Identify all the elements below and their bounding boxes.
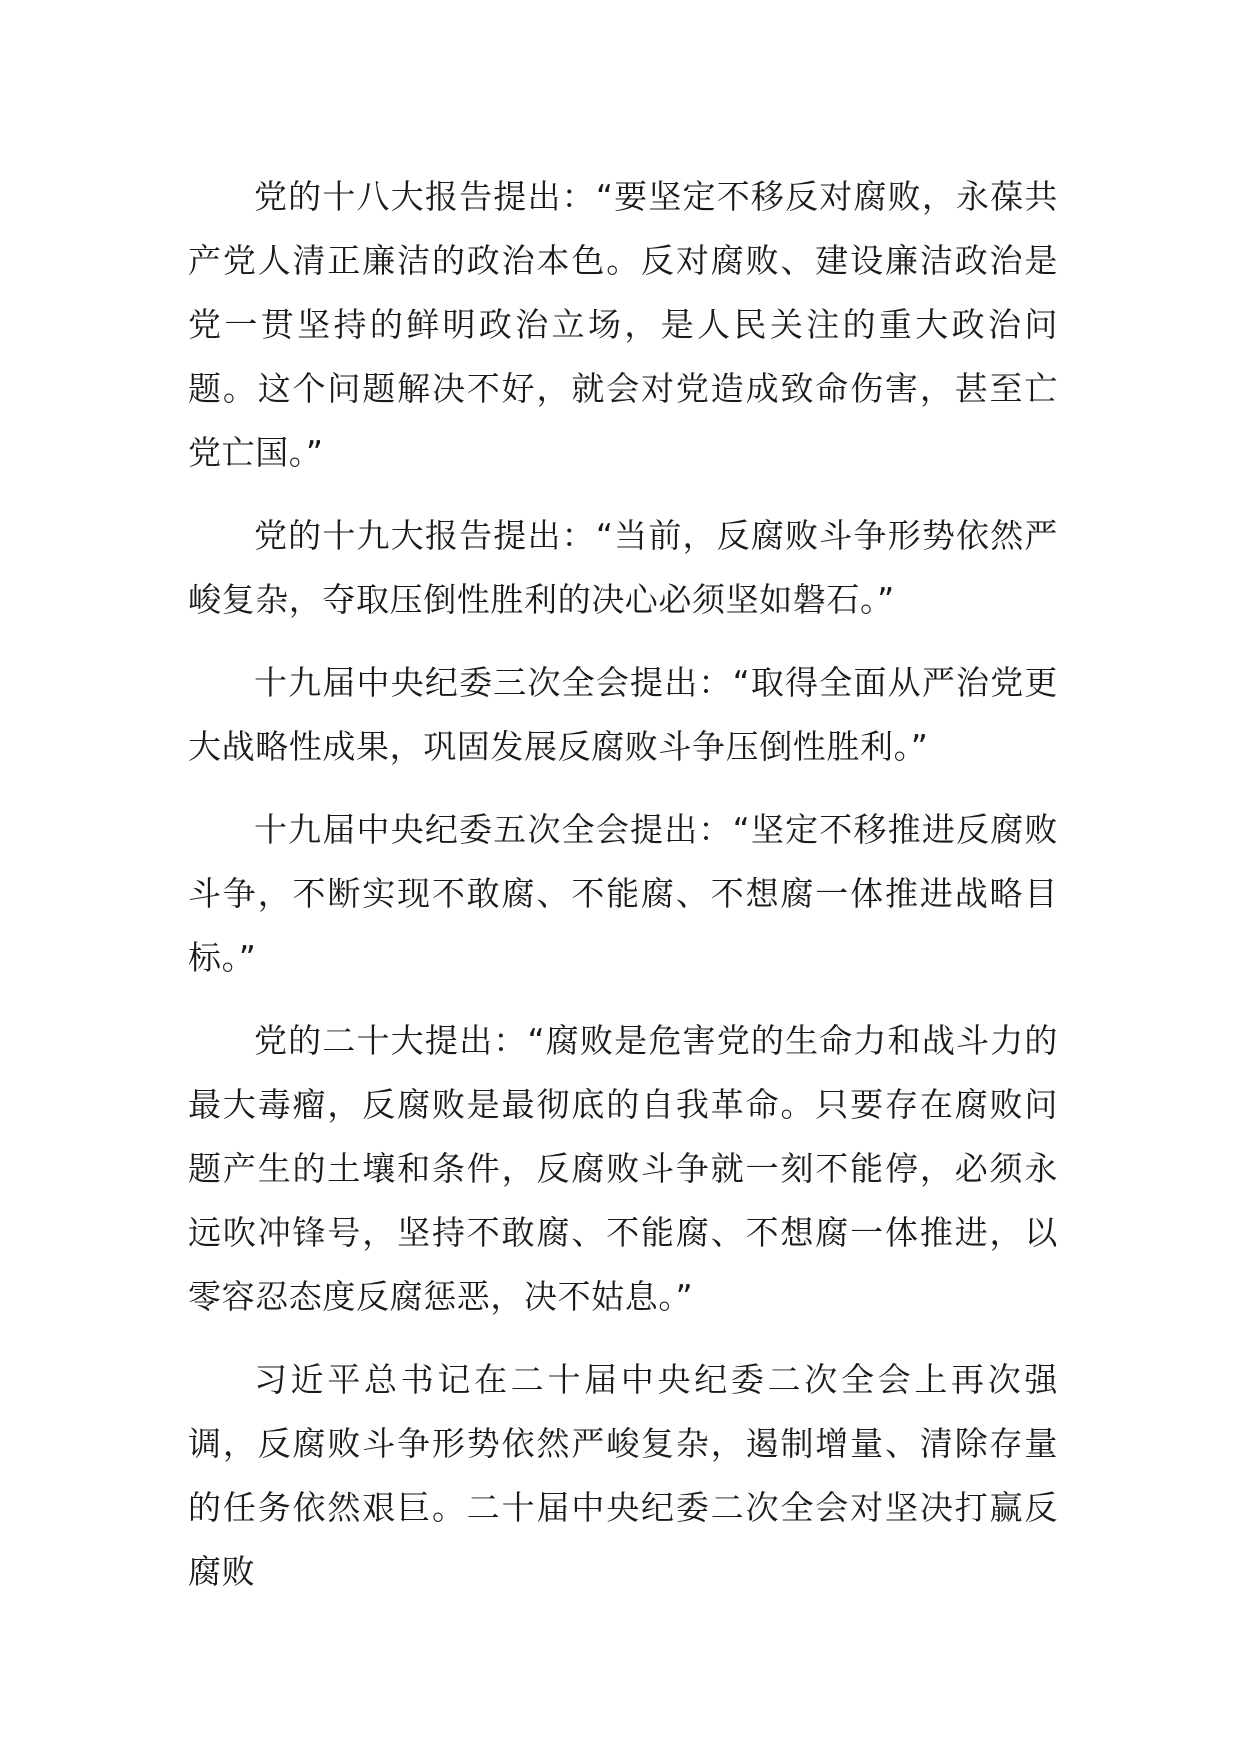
paragraph-19th-ccdi-5th-plenary: 十九届中央纪委五次全会提出：“坚定不移推进反腐败斗争，不断实现不敢腐、不能腐、不想腐一体推进战略目标。” <box>188 810 1058 977</box>
paragraph-19th-congress: 党的十九大报告提出：“当前，反腐败斗争形势依然严峻复杂，夺取压倒性胜利的决心必须坚如磐石。” <box>188 516 1058 619</box>
paragraph-19th-ccdi-3rd-plenary: 十九届中央纪委三次全会提出：“取得全面从严治党更大战略性成果，巩固发展反腐败斗争压倒性胜利。” <box>188 663 1058 766</box>
paragraph-20th-ccdi-2nd-plenary: 习近平总书记在二十届中央纪委二次全会上再次强调，反腐败斗争形势依然严峻复杂，遏制增量、清除存量的任务依然艰巨。二十届中央纪委二次全会对坚决打赢反腐败 <box>188 1360 1058 1591</box>
paragraph-20th-congress: 党的二十大提出：“腐败是危害党的生命力和战斗力的最大毒瘤，反腐败是最彻底的自我革命。只要存在腐败问题产生的土壤和条件，反腐败斗争就一刻不能停，必须永远吹冲锋号，坚持不敢腐、不能腐、不想腐一体推进，以零容忍态度反腐惩恶，决不姑息。” <box>188 1021 1058 1316</box>
paragraph-18th-congress: 党的十八大报告提出：“要坚定不移反对腐败，永葆共产党人清正廉洁的政治本色。反对腐败、建设廉洁政治是党一贯坚持的鲜明政治立场，是人民关注的重大政治问题。这个问题解决不好，就会对党造成致命伤害，甚至亡党亡国。” <box>188 177 1058 472</box>
document-body <box>188 165 1058 1623</box>
